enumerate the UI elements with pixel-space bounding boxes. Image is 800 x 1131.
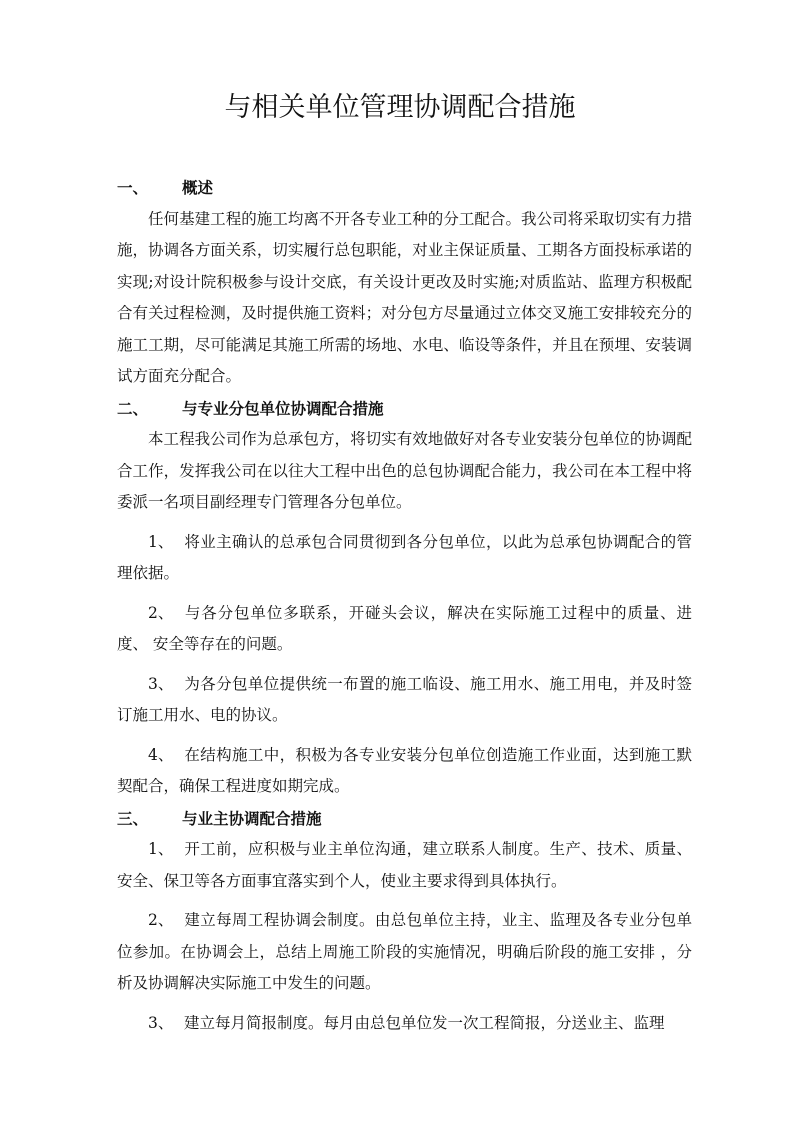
list-item (117, 669, 692, 732)
list-item (117, 1008, 692, 1040)
paragraph: 本工程我公司作为总承包方，将切实有效地做好对各专业安装分包单位的协调配合工作，发挥我公司在以往大工程中出色的总包协调配合能力，我公司在本工程中将委派一名项目副经理专门管理各分包单位。 (117, 430, 692, 511)
item-text: 在结构施工中，积极为各专业安装分包单位创造施工作业面，达到施工默 契配合，确保工程进度如期完成。 (117, 745, 692, 795)
list-item (117, 527, 692, 590)
item-text: 建立每月简报制度。每月由总包单位发一次工程简报，分送业主、监理 (184, 1013, 665, 1032)
item-number: 3、 (148, 1013, 174, 1032)
section-subcontractor-coordination (117, 393, 692, 803)
section-title: 与业主协调配合措施 (182, 808, 322, 828)
item-text: 将业主确认的总承包合同贯彻到各分包单位，以此为总承包协调配合的管 理依据。 (117, 532, 692, 582)
list-item (117, 905, 692, 1000)
section-title: 概述 (182, 178, 214, 197)
document-title: 与相关单位管理协调配合措施 (224, 92, 576, 123)
section-number: 三、 (117, 808, 149, 828)
section-owner-coordination (117, 803, 692, 1040)
section-number: 一、 (117, 178, 149, 197)
list-item (117, 598, 692, 661)
item-number: 3、 (148, 674, 174, 693)
document-body (117, 172, 692, 1047)
section-heading (117, 393, 692, 425)
section-number: 二、 (117, 398, 149, 418)
list-item (117, 740, 692, 803)
item-text: 建立每周工程协调会制度。由总包单位主持，业主、监理及各专业分包单 位参加。在协调会上，总结上周施工阶段的实施情况，明确后阶段的施工安排 ，分析及协调解决实际施工中发生的问题。 (117, 911, 692, 992)
list-item (117, 834, 692, 897)
item-text: 开工前，应积极与业主单位沟通，建立联系人制度。生产、技术、质量、安全、保卫等各方面事宜落实到个人，使业主要求得到具体执行。 (117, 840, 692, 890)
item-number: 1、 (148, 532, 174, 551)
item-number: 1、 (148, 840, 174, 858)
section-heading (117, 172, 692, 204)
item-number: 2、 (148, 603, 174, 622)
item-text: 为各分包单位提供统一布置的施工临设、施工用水、施工用电，并及时签 订施工用水、电的协议。 (117, 674, 692, 724)
item-number: 4、 (148, 745, 174, 764)
paragraph: 任何基建工程的施工均离不开各专业工种的分工配合。我公司将采取切实有力措施，协调各方面关系，切实履行总包职能，对业主保证质量、工期各方面投标承诺的实现;对设计院积极参与设计交底，有关设计更改及时实施;对质监站、监理方积极配合有关过程检测，及时提供施工资料；对分包方尽量通过立体交叉施工安排较充分的施工工期，尽可能满足其施工所需的场地、水电、临设等条件，并且在预埋、安装调试方面充分配合。 (117, 209, 692, 385)
section-overview (117, 172, 692, 393)
section-heading (117, 803, 692, 835)
section-title: 与专业分包单位协调配合措施 (182, 398, 384, 418)
item-number: 2、 (148, 911, 174, 929)
item-text: 与各分包单位多联系，开碰头会议，解决在实际施工过程中的质量、进度、 安全等存在的问题。 (117, 603, 692, 653)
